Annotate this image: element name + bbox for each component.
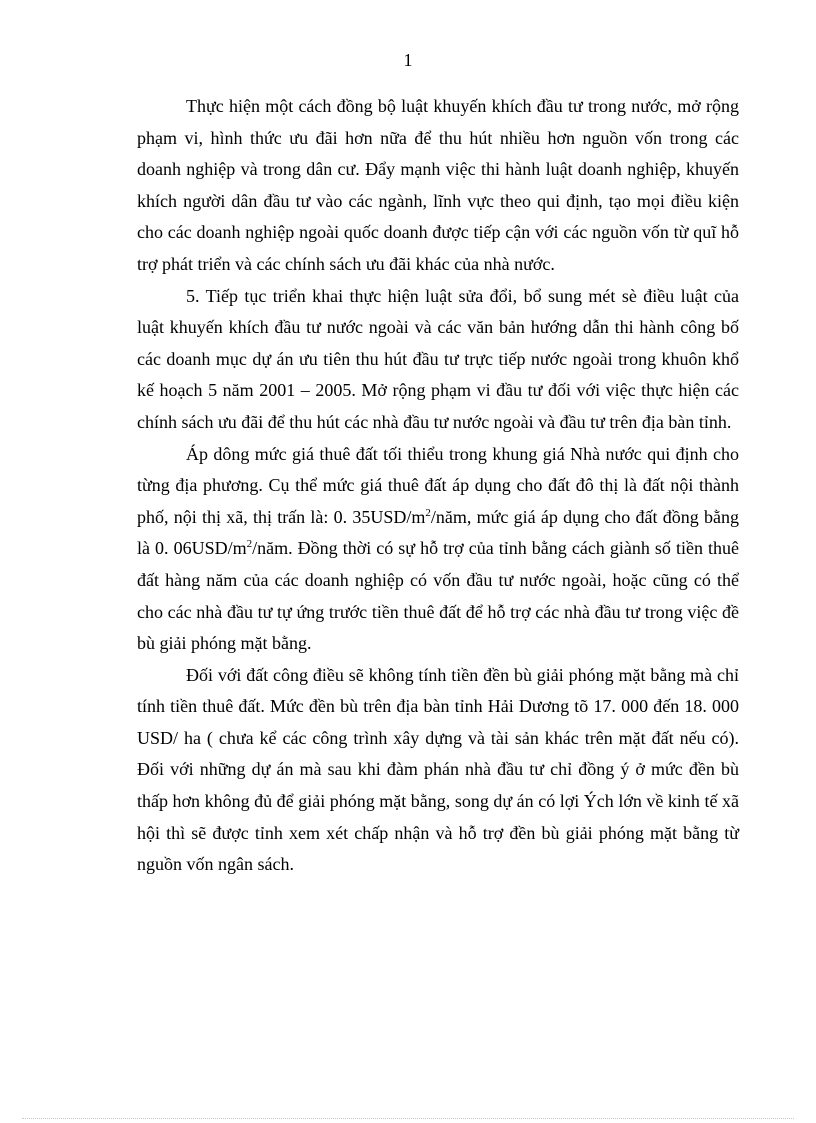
land-rent-text-1: Áp dông mức giá thuê đất tối thiểu trong khung giá Nhà nước qui định cho từng địa phương. Cụ thể mức giá thuê đất áp dụng cho đất đô thị là đất nội thành phố, nội thị xã, thị trấn là: 0. 35USD/m xyxy=(137,443,739,527)
superscript-squared: 2 xyxy=(246,538,253,551)
paragraph-land-rent xyxy=(137,439,739,660)
paragraph-domestic-investment: Thực hiện một cách đồng bộ luật khuyến khích đầu tư trong nước, mở rộng phạm vi, hình thức ưu đãi hơn nữa để thu hút nhiều hơn nguồn vốn trong các doanh nghiệp và trong dân cư. Đẩy mạnh việc thi hành luật doanh nghiệp, khuyến khích người dân đầu tư vào các ngành, lĩnh vực theo qui định, tạo mọi điều kiện cho các doanh nghiệp ngoài quốc doanh được tiếp cận với các nguồn vốn từ quĩ hỗ trợ phát triển và các chính sách ưu đãi khác của nhà nước. xyxy=(137,96,739,274)
page-bottom-divider xyxy=(22,1118,794,1119)
paragraph-compensation: Đối với đất công điều sẽ không tính tiền đền bù giải phóng mặt bằng mà chỉ tính tiền thuê đất. Mức đền bù trên địa bàn tỉnh Hải Dương tõ 17. 000 đến 18. 000 USD/ ha ( chưa kể các công trình xây dựng và tài sản khác trên mặt đất nếu có). Đối với những dự án mà sau khi đàm phán nhà đầu tư chỉ đồng ý ở mức đền bù thấp hơn không đủ để giải phóng mặt bằng, song dự án có lợi Ých lớn về kinh tế xã hội thì sẽ được tỉnh xem xét chấp nhận và hỗ trợ đền bù giải phóng mặt bằng từ nguồn vốn ngân sách. xyxy=(137,664,739,875)
superscript-squared: 2 xyxy=(425,506,431,519)
land-rent-text-3: /năm. Đồng thời có sự hỗ trợ của tỉnh bằng cách giành số tiền thuê đất hàng năm của các doanh nghiệp có vốn đầu tư nước ngoài, hoặc cũng có thể cho các nhà đầu tư tự ứng trước tiền thuê đất để hỗ trợ các nhà đầu tư trong việc đề bù giải phóng mặt bằng. xyxy=(137,538,739,654)
body-text xyxy=(137,91,739,881)
paragraph-foreign-investment-law: 5. Tiếp tục triển khai thực hiện luật sửa đổi, bổ sung mét sè điều luật của luật khuyến khích đầu tư nước ngoài và các văn bản hướng dẫn thi hành công bố các doanh mục dự án ưu tiên thu hút đầu tư trực tiếp nước ngoài trong khuôn khổ kế hoạch 5 năm 2001 – 2005. Mở rộng phạm vi đầu tư đối với việc thực hiện các chính sách ưu đãi để thu hút các nhà đầu tư nước ngoài và đầu tư trên địa bàn tỉnh. xyxy=(137,285,739,432)
page-number: 1 xyxy=(403,50,413,70)
land-rent-text-2: /năm, mức giá áp dụng cho đất đồng bằng là 0. 06USD/m xyxy=(137,506,740,559)
